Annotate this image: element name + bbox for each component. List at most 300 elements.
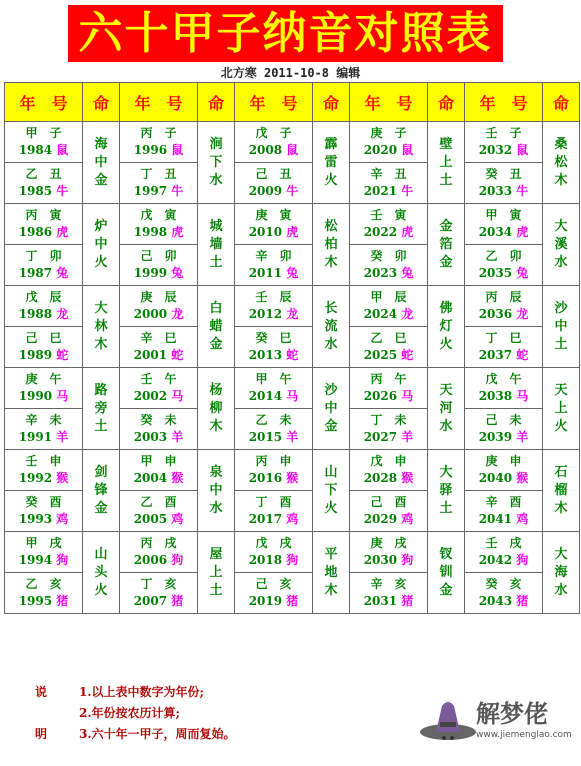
year-cell: [235, 122, 313, 163]
zodiac-animal: 虎: [286, 225, 299, 239]
zodiac-animal: 鸡: [171, 512, 184, 526]
year-cell: [5, 368, 83, 409]
year-number: 1986: [18, 225, 53, 239]
nayin-char: 火: [324, 172, 338, 188]
nayin-char: 佛: [439, 300, 453, 316]
nayin-char: 天: [439, 382, 453, 398]
year-number: 2024: [363, 307, 398, 321]
nayin-char: 雷: [324, 154, 338, 170]
header-nayin: 命: [313, 83, 350, 122]
year-line: [5, 142, 82, 159]
ganzhi: 庚 午: [25, 372, 62, 386]
year-line: [235, 429, 312, 446]
zodiac-animal: 兔: [516, 266, 529, 280]
ganzhi: 甲 子: [25, 126, 62, 140]
nayin-char: 林: [94, 318, 108, 334]
ganzhi: 己 丑: [255, 167, 292, 181]
year-line: [465, 593, 542, 610]
nayin-cell: [428, 368, 465, 450]
year-cell: [120, 368, 198, 409]
zodiac-animal: 龙: [56, 307, 69, 321]
year-number: 2006: [133, 553, 168, 567]
zodiac-animal: 马: [516, 389, 529, 403]
nayin-char: 中: [324, 400, 338, 416]
zodiac-animal: 猪: [401, 594, 414, 608]
zodiac-animal: 狗: [56, 553, 69, 567]
year-cell: [5, 122, 83, 163]
year-number: 2020: [363, 143, 398, 157]
zodiac-animal: 牛: [516, 184, 529, 198]
year-cell: [5, 327, 83, 368]
year-number: 2036: [478, 307, 513, 321]
year-line: [120, 142, 197, 159]
ganzhi: 辛 丑: [370, 167, 407, 181]
ganzhi: 甲 戌: [25, 536, 62, 550]
nayin-table: [4, 82, 580, 614]
year-cell: [350, 368, 428, 409]
nayin-char: 上: [439, 154, 453, 170]
year-line: [350, 265, 427, 282]
ganzhi: 丁 丑: [140, 167, 177, 181]
year-line: [120, 306, 197, 323]
year-number: 2011: [248, 266, 283, 280]
ganzhi: 甲 午: [255, 372, 292, 386]
nayin-cell: [83, 204, 120, 286]
ganzhi: 戊 戌: [255, 536, 292, 550]
year-cell: [120, 409, 198, 450]
year-cell: [235, 286, 313, 327]
year-line: [235, 183, 312, 200]
year-cell: [465, 368, 543, 409]
ganzhi: 癸 卯: [370, 249, 407, 263]
zodiac-animal: 牛: [286, 184, 299, 198]
nayin-char: 中: [94, 154, 108, 170]
nayin-cell: [428, 450, 465, 532]
year-line: [235, 511, 312, 528]
ganzhi: 己 酉: [370, 495, 407, 509]
ganzhi: 乙 未: [255, 413, 292, 427]
year-line: [350, 511, 427, 528]
year-line: [235, 470, 312, 487]
header-nayin: 命: [543, 83, 580, 122]
nayin-char: 火: [94, 582, 108, 598]
nayin-cell: [83, 122, 120, 204]
nayin-char: 中: [209, 482, 223, 498]
year-line: [350, 429, 427, 446]
nayin-cell: [313, 368, 350, 450]
nayin-char: 木: [324, 582, 338, 598]
year-cell: [350, 204, 428, 245]
nayin-char: 金: [94, 500, 108, 516]
nayin-char: 火: [439, 336, 453, 352]
zodiac-animal: 鼠: [286, 143, 299, 157]
nayin-char: 水: [209, 172, 223, 188]
year-line: [235, 388, 312, 405]
year-line: [235, 306, 312, 323]
zodiac-animal: 羊: [401, 430, 414, 444]
nayin-cell: [428, 204, 465, 286]
note-label: 说: [35, 685, 48, 699]
nayin-cell: [198, 204, 235, 286]
zodiac-animal: 猴: [516, 471, 529, 485]
year-cell: [120, 491, 198, 532]
note-line: [35, 724, 236, 745]
year-cell: [350, 450, 428, 491]
zodiac-animal: 猪: [56, 594, 69, 608]
zodiac-animal: 蛇: [516, 348, 529, 362]
nayin-char: 沙: [554, 300, 568, 316]
note-item: 1.以上表中数字为年份;: [79, 685, 204, 699]
year-number: 2004: [133, 471, 168, 485]
zodiac-animal: 羊: [286, 430, 299, 444]
nayin-cell: [198, 286, 235, 368]
nayin-char: 长: [324, 300, 338, 316]
nayin-cell: [198, 450, 235, 532]
nayin-char: 火: [554, 418, 568, 434]
year-cell: [350, 573, 428, 614]
nayin-char: 地: [324, 564, 338, 580]
year-cell: [120, 327, 198, 368]
zodiac-animal: 蛇: [56, 348, 69, 362]
year-number: 2031: [363, 594, 398, 608]
year-number: 2034: [478, 225, 513, 239]
ganzhi: 丁 酉: [255, 495, 292, 509]
zodiac-animal: 猴: [56, 471, 69, 485]
year-cell: [5, 532, 83, 573]
table-row: [5, 532, 580, 573]
nayin-char: 金: [439, 218, 453, 234]
year-cell: [120, 245, 198, 286]
year-line: [5, 429, 82, 446]
year-line: [350, 183, 427, 200]
year-cell: [120, 163, 198, 204]
nayin-char: 大: [554, 546, 568, 562]
header-year: 年 号: [465, 83, 543, 122]
year-line: [5, 224, 82, 241]
nayin-char: 天: [554, 382, 568, 398]
year-line: [5, 470, 82, 487]
year-number: 2009: [248, 184, 283, 198]
nayin-char: 霹: [324, 136, 338, 152]
year-line: [5, 388, 82, 405]
year-number: 1984: [18, 143, 53, 157]
nayin-char: 白: [209, 300, 223, 316]
ganzhi: 戊 午: [485, 372, 522, 386]
header-year: 年 号: [350, 83, 428, 122]
year-number: 2039: [478, 430, 513, 444]
year-cell: [235, 573, 313, 614]
note-label: 明: [35, 727, 48, 741]
nayin-cell: [543, 122, 580, 204]
year-cell: [5, 245, 83, 286]
zodiac-animal: 兔: [401, 266, 414, 280]
ganzhi: 丙 申: [255, 454, 292, 468]
year-line: [5, 511, 82, 528]
year-line: [350, 388, 427, 405]
ganzhi: 丙 午: [370, 372, 407, 386]
zodiac-animal: 鸡: [56, 512, 69, 526]
year-number: 2028: [363, 471, 398, 485]
year-cell: [120, 532, 198, 573]
nayin-char: 松: [324, 218, 338, 234]
year-cell: [5, 163, 83, 204]
year-line: [5, 347, 82, 364]
zodiac-animal: 鸡: [286, 512, 299, 526]
logo-url: www.jiemenglao.com: [476, 730, 572, 740]
year-line: [120, 593, 197, 610]
ganzhi: 癸 巳: [255, 331, 292, 345]
nayin-char: 旁: [94, 400, 108, 416]
ganzhi: 丁 未: [370, 413, 407, 427]
zodiac-animal: 鼠: [171, 143, 184, 157]
nayin-char: 上: [209, 564, 223, 580]
year-cell: [120, 286, 198, 327]
nayin-char: 钗: [439, 546, 453, 562]
year-number: 1995: [18, 594, 53, 608]
zodiac-animal: 狗: [401, 553, 414, 567]
nayin-char: 路: [94, 382, 108, 398]
nayin-char: 城: [209, 218, 223, 234]
nayin-cell: [198, 532, 235, 614]
zodiac-animal: 猪: [171, 594, 184, 608]
zodiac-animal: 虎: [401, 225, 414, 239]
zodiac-animal: 马: [171, 389, 184, 403]
ganzhi: 辛 酉: [485, 495, 522, 509]
nayin-char: 泉: [209, 464, 223, 480]
year-cell: [235, 163, 313, 204]
ganzhi: 戊 申: [370, 454, 407, 468]
year-number: 1985: [18, 184, 53, 198]
ganzhi: 丙 寅: [25, 208, 62, 222]
zodiac-animal: 虎: [171, 225, 184, 239]
year-number: 2008: [248, 143, 283, 157]
year-line: [5, 306, 82, 323]
year-line: [120, 511, 197, 528]
year-line: [350, 224, 427, 241]
ganzhi: 丁 卯: [25, 249, 62, 263]
nayin-cell: [543, 368, 580, 450]
nayin-char: 钏: [439, 564, 453, 580]
ganzhi: 己 卯: [140, 249, 177, 263]
nayin-char: 土: [209, 582, 223, 598]
zodiac-animal: 羊: [56, 430, 69, 444]
year-number: 2012: [248, 307, 283, 321]
year-number: 2014: [248, 389, 283, 403]
nayin-char: 灯: [439, 318, 453, 334]
ganzhi: 壬 子: [485, 126, 522, 140]
header-row: [5, 83, 580, 122]
year-line: [465, 470, 542, 487]
nayin-cell: [198, 368, 235, 450]
nayin-char: 金: [209, 336, 223, 352]
zodiac-animal: 狗: [171, 553, 184, 567]
ganzhi: 丙 辰: [485, 290, 522, 304]
year-number: 1994: [18, 553, 53, 567]
year-line: [5, 183, 82, 200]
year-number: 2025: [363, 348, 398, 362]
ganzhi: 戊 子: [255, 126, 292, 140]
year-number: 2010: [248, 225, 283, 239]
year-line: [465, 142, 542, 159]
nayin-char: 流: [324, 318, 338, 334]
year-line: [120, 183, 197, 200]
logo-name: 解梦佬: [476, 700, 548, 728]
zodiac-animal: 兔: [286, 266, 299, 280]
nayin-char: 蜡: [209, 318, 223, 334]
header-year: 年 号: [120, 83, 198, 122]
ganzhi: 辛 未: [25, 413, 62, 427]
nayin-char: 松: [554, 154, 568, 170]
nayin-char: 金: [439, 254, 453, 270]
year-number: 2040: [478, 471, 513, 485]
nayin-cell: [83, 532, 120, 614]
year-number: 2022: [363, 225, 398, 239]
nayin-cell: [543, 532, 580, 614]
nayin-char: 柏: [324, 236, 338, 252]
year-number: 2041: [478, 512, 513, 526]
year-number: 1989: [18, 348, 53, 362]
year-line: [5, 552, 82, 569]
nayin-char: 箔: [439, 236, 453, 252]
nayin-char: 大: [94, 300, 108, 316]
nayin-char: 中: [94, 236, 108, 252]
year-line: [465, 265, 542, 282]
ganzhi: 戊 辰: [25, 290, 62, 304]
ganzhi: 甲 申: [140, 454, 177, 468]
year-number: 2043: [478, 594, 513, 608]
year-cell: [465, 327, 543, 368]
ganzhi: 乙 酉: [140, 495, 177, 509]
year-line: [465, 183, 542, 200]
zodiac-animal: 牛: [171, 184, 184, 198]
year-line: [465, 347, 542, 364]
year-line: [120, 429, 197, 446]
nayin-char: 锋: [94, 482, 108, 498]
note-line: [35, 703, 236, 724]
ganzhi: 辛 巳: [140, 331, 177, 345]
ganzhi: 庚 申: [485, 454, 522, 468]
nayin-char: 壁: [439, 136, 453, 152]
ganzhi: 乙 丑: [25, 167, 62, 181]
zodiac-animal: 马: [401, 389, 414, 403]
year-line: [235, 265, 312, 282]
nayin-cell: [83, 450, 120, 532]
nayin-char: 沙: [324, 382, 338, 398]
nayin-cell: [428, 532, 465, 614]
year-cell: [350, 286, 428, 327]
year-cell: [350, 327, 428, 368]
ganzhi: 丙 戌: [140, 536, 177, 550]
nayin-char: 屋: [209, 546, 223, 562]
year-cell: [235, 368, 313, 409]
year-line: [120, 347, 197, 364]
year-line: [465, 224, 542, 241]
ganzhi: 癸 亥: [485, 577, 522, 591]
zodiac-animal: 虎: [56, 225, 69, 239]
nayin-char: 木: [209, 418, 223, 434]
nayin-cell: [313, 286, 350, 368]
nayin-char: 土: [554, 336, 568, 352]
zodiac-animal: 狗: [516, 553, 529, 567]
year-cell: [235, 204, 313, 245]
nayin-cell: [313, 532, 350, 614]
year-line: [235, 142, 312, 159]
year-cell: [465, 532, 543, 573]
table-row: [5, 122, 580, 163]
page-title: 六十甲子纳音对照表: [68, 5, 503, 62]
year-number: 2007: [133, 594, 168, 608]
nayin-char: 火: [324, 500, 338, 516]
year-number: 2016: [248, 471, 283, 485]
ganzhi: 壬 午: [140, 372, 177, 386]
ganzhi: 癸 未: [140, 413, 177, 427]
nayin-char: 海: [94, 136, 108, 152]
zodiac-animal: 狗: [286, 553, 299, 567]
nayin-char: 杨: [209, 382, 223, 398]
ganzhi: 庚 辰: [140, 290, 177, 304]
year-line: [235, 593, 312, 610]
table-row: [5, 286, 580, 327]
year-cell: [5, 491, 83, 532]
year-line: [120, 470, 197, 487]
nayin-cell: [198, 122, 235, 204]
zodiac-animal: 虎: [516, 225, 529, 239]
zodiac-animal: 羊: [171, 430, 184, 444]
zodiac-animal: 猪: [516, 594, 529, 608]
nayin-cell: [428, 122, 465, 204]
zodiac-animal: 马: [286, 389, 299, 403]
year-number: 1987: [18, 266, 53, 280]
nayin-cell: [428, 286, 465, 368]
table-row: [5, 368, 580, 409]
nayin-char: 土: [439, 172, 453, 188]
year-line: [120, 388, 197, 405]
nayin-char: 驿: [439, 482, 453, 498]
year-number: 1991: [18, 430, 53, 444]
nayin-char: 金: [94, 172, 108, 188]
table-row: [5, 450, 580, 491]
nayin-cell: [313, 122, 350, 204]
year-cell: [120, 450, 198, 491]
year-line: [5, 593, 82, 610]
year-number: 1992: [18, 471, 53, 485]
zodiac-animal: 牛: [401, 184, 414, 198]
year-number: 2005: [133, 512, 168, 526]
year-line: [235, 347, 312, 364]
ganzhi: 壬 辰: [255, 290, 292, 304]
year-number: 2042: [478, 553, 513, 567]
ganzhi: 癸 丑: [485, 167, 522, 181]
year-cell: [465, 122, 543, 163]
header-year: 年 号: [5, 83, 83, 122]
year-line: [350, 306, 427, 323]
nayin-cell: [83, 368, 120, 450]
page-subtitle: 北方寒 2011-10-8 编辑: [220, 66, 361, 80]
ganzhi: 乙 亥: [25, 577, 62, 591]
ganzhi: 戊 寅: [140, 208, 177, 222]
year-line: [350, 470, 427, 487]
year-cell: [235, 245, 313, 286]
year-number: 2017: [248, 512, 283, 526]
year-number: 2035: [478, 266, 513, 280]
year-number: 1997: [133, 184, 168, 198]
year-line: [5, 265, 82, 282]
year-number: 2000: [133, 307, 168, 321]
header-nayin: 命: [428, 83, 465, 122]
year-line: [465, 306, 542, 323]
nayin-char: 水: [324, 336, 338, 352]
ganzhi: 己 未: [485, 413, 522, 427]
